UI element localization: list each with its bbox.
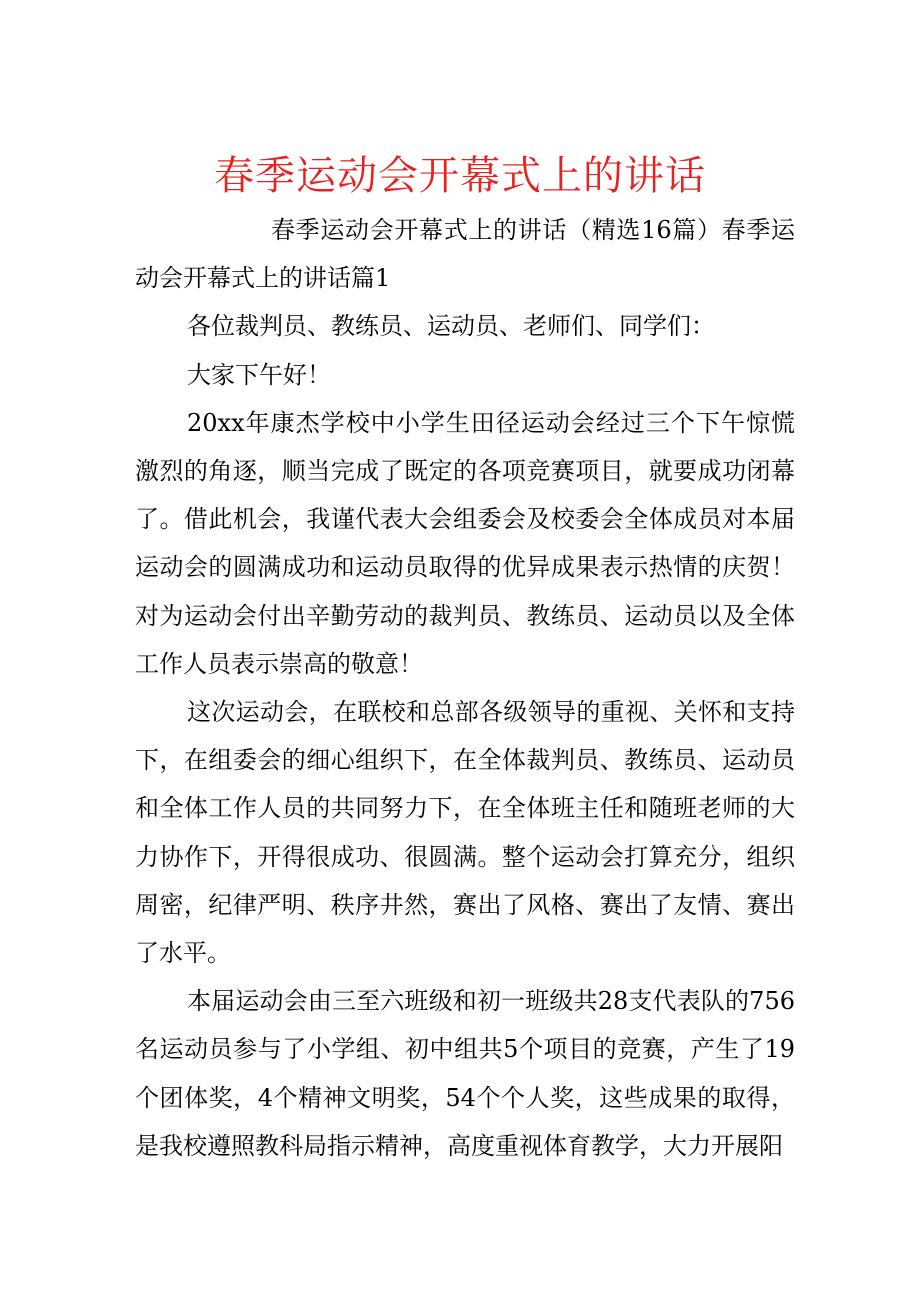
salutation-paragraph: 各位裁判员、教练员、运动员、老师们、同学们： — [187, 312, 715, 341]
greeting-paragraph: 大家下午好！ — [187, 360, 331, 389]
body-paragraph-2: 这次运动会，在联校和总部各级领导的重视、关怀和支持下，在组委会的细心组织下，在全体裁判员、教练员、运动员和全体工作人员的共同努力下，在全体班主任和随班老师的大力协作下，开得很成功、很圆满。整个运动会打算充分，组织周密，纪律严明、秩序井然，赛出了风格、赛出了友情、赛出了水平。 — [135, 698, 795, 968]
body-paragraph-3: 本届运动会由三至六班级和初一班级共28支代表队的756名运动员参与了小学组、初中组共5个项目的竞赛，产生了19个团体奖，4个精神文明奖，54个个人奖，这些成果的取得，是我校遵照教科局指示精神，高度重视体育教学，大力开展阳 — [135, 987, 795, 1160]
document-body — [135, 206, 795, 1170]
document-subtitle: 春季运动会开幕式上的讲话（精选16篇）春季运动会开幕式上的讲话篇1 — [135, 216, 795, 293]
page-title: 春季运动会开幕式上的讲话 — [214, 153, 706, 199]
body-paragraph-1: 20xx年康杰学校中小学生田径运动会经过三个下午惊慌激烈的角逐，顺当完成了既定的各项竞赛项目，就要成功闭幕了。借此机会，我谨代表大会组委会及校委会全体成员对本届运动会的圆满成功和运动员取得的优异成果表示热情的庆贺！对为运动会付出辛勤劳动的裁判员、教练员、运动员以及全体工作人员表示崇高的敬意！ — [135, 408, 795, 678]
